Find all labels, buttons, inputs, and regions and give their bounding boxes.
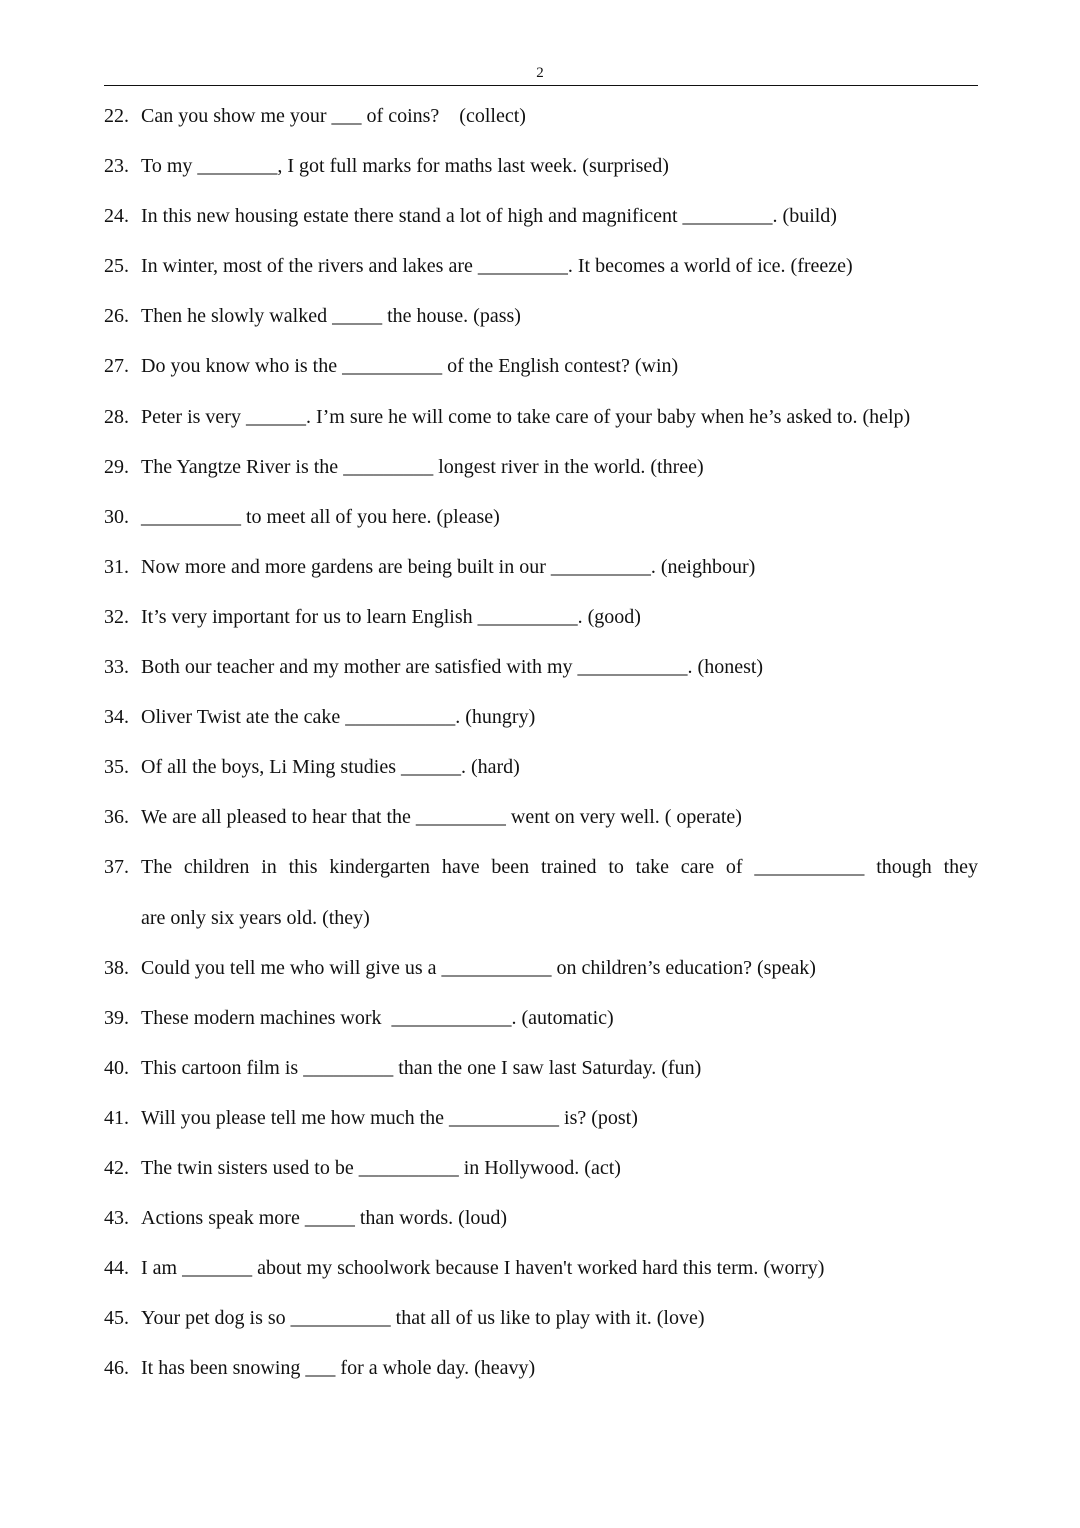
question-36 xyxy=(104,802,978,832)
question-31 xyxy=(104,552,978,582)
question-41 xyxy=(104,1103,978,1133)
question-40 xyxy=(104,1053,978,1083)
question-24 xyxy=(104,201,978,231)
question-35 xyxy=(104,752,978,782)
question-number: 32. xyxy=(104,605,129,628)
question-text: It has been snowing ___ for a whole day. (heavy) xyxy=(141,1357,536,1380)
question-42 xyxy=(104,1153,978,1183)
question-number: 45. xyxy=(104,1307,129,1330)
question-number: 29. xyxy=(104,455,129,478)
question-list xyxy=(104,101,978,1403)
question-text: Your pet dog is so __________ that all of us like to play with it. (love) xyxy=(141,1307,705,1330)
question-number: 39. xyxy=(104,1006,129,1029)
question-number: 30. xyxy=(104,505,129,528)
question-text: Can you show me your ___ of coins? (collect) xyxy=(141,105,526,127)
question-32 xyxy=(104,602,978,632)
question-number: 24. xyxy=(104,205,129,228)
question-text: Both our teacher and my mother are satisfied with my ___________. (honest) xyxy=(141,656,764,679)
question-number: 26. xyxy=(104,305,129,328)
header-rule xyxy=(104,85,978,86)
question-number: 40. xyxy=(104,1056,129,1079)
question-number: 42. xyxy=(104,1156,129,1179)
question-44 xyxy=(104,1253,978,1283)
question-text: In this new housing estate there stand a lot of high and magnificent _________. (build) xyxy=(141,205,837,228)
question-text: I am _______ about my schoolwork because I haven't worked hard this term. (worry) xyxy=(141,1257,825,1280)
question-29 xyxy=(104,452,978,482)
question-text: Of all the boys, Li Ming studies ______. (hard) xyxy=(141,756,520,779)
question-text: Actions speak more _____ than words. (loud) xyxy=(141,1207,508,1230)
question-37 xyxy=(104,852,978,932)
question-number: 43. xyxy=(104,1207,129,1230)
question-number: 37. xyxy=(104,856,129,879)
question-text: __________ to meet all of you here. (please) xyxy=(141,505,500,528)
question-text: In winter, most of the rivers and lakes are _________. It becomes a world of ice. (freeze) xyxy=(141,255,853,278)
question-text: It’s very important for us to learn English __________. (good) xyxy=(141,605,641,628)
question-text: The Yangtze River is the _________ longest river in the world. (three) xyxy=(141,455,704,478)
question-22 xyxy=(104,101,978,131)
question-number: 34. xyxy=(104,706,129,729)
question-text: Will you please tell me how much the ___________ is? (post) xyxy=(141,1106,638,1129)
question-number: 44. xyxy=(104,1257,129,1280)
question-33 xyxy=(104,652,978,682)
question-46 xyxy=(104,1353,978,1383)
question-23 xyxy=(104,151,978,181)
question-text: Could you tell me who will give us a ___________ on children’s education? (speak) xyxy=(141,956,816,979)
question-34 xyxy=(104,702,978,732)
question-number: 31. xyxy=(104,555,129,578)
question-43 xyxy=(104,1203,978,1233)
question-text: Peter is very ______. I’m sure he will come to take care of your baby when he’s asked to. (help) xyxy=(141,405,911,428)
question-text: This cartoon film is _________ than the one I saw last Saturday. (fun) xyxy=(141,1056,702,1079)
question-text: The twin sisters used to be __________ in Hollywood. (act) xyxy=(141,1156,621,1179)
question-45 xyxy=(104,1303,978,1333)
question-number: 36. xyxy=(104,806,129,829)
question-number: 33. xyxy=(104,656,129,679)
question-number: 46. xyxy=(104,1357,129,1380)
question-38 xyxy=(104,953,978,983)
question-number: 28. xyxy=(104,405,129,428)
question-27 xyxy=(104,351,978,381)
question-text: These modern machines work ____________. (automatic) xyxy=(141,1006,614,1029)
question-number: 22. xyxy=(104,105,129,127)
question-text: Oliver Twist ate the cake ___________. (hungry) xyxy=(141,706,536,729)
question-number: 38. xyxy=(104,956,129,979)
question-text: Do you know who is the __________ of the English contest? (win) xyxy=(141,355,679,378)
question-28 xyxy=(104,402,978,432)
question-25 xyxy=(104,251,978,281)
question-number: 35. xyxy=(104,756,129,779)
question-text: To my ________, I got full marks for maths last week. (surprised) xyxy=(141,155,669,178)
question-number: 23. xyxy=(104,155,129,178)
question-text: Then he slowly walked _____ the house. (pass) xyxy=(141,305,521,328)
question-text: The children in this kindergarten have been trained to take care of ___________ though they xyxy=(141,856,978,879)
question-text: Now more and more gardens are being built in our __________. (neighbour) xyxy=(141,555,756,578)
question-number: 41. xyxy=(104,1106,129,1129)
page-number: 2 xyxy=(536,65,544,81)
question-number: 25. xyxy=(104,255,129,278)
question-26 xyxy=(104,301,978,331)
question-30 xyxy=(104,502,978,532)
question-number: 27. xyxy=(104,355,129,378)
question-text: We are all pleased to hear that the _________ went on very well. ( operate) xyxy=(141,806,742,829)
question-39 xyxy=(104,1003,978,1033)
question-text-continued: are only six years old. (they) xyxy=(141,906,370,929)
